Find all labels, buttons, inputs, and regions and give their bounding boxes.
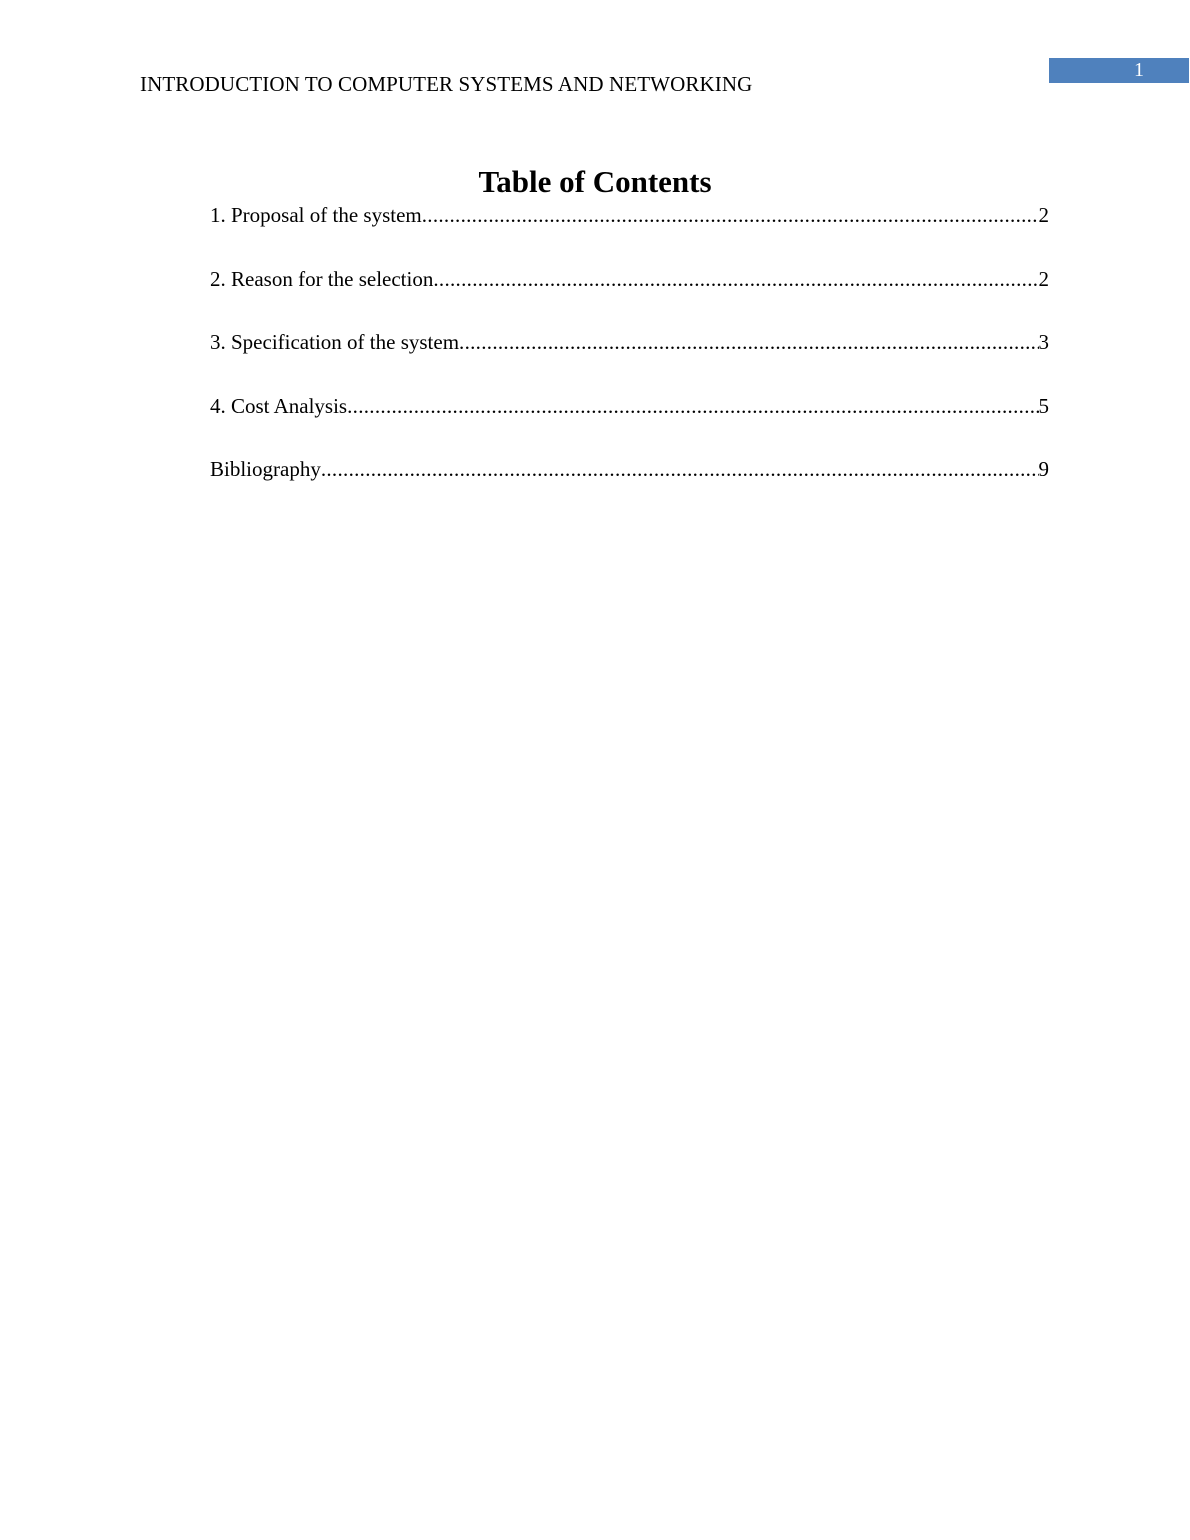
toc-leader-dots — [459, 327, 1038, 357]
page-number: 1 — [1134, 59, 1144, 81]
toc-entry-proposal[interactable] — [210, 200, 1049, 264]
toc-entry-label: 4. Cost Analysis — [210, 393, 348, 418]
toc-list — [210, 200, 1049, 518]
page-number-badge — [1049, 58, 1189, 83]
toc-leader-dots — [433, 264, 1038, 294]
toc-entry-reason[interactable] — [210, 264, 1049, 328]
toc-entry-label: 1. Proposal of the system — [210, 203, 422, 227]
toc-entry-cost-analysis[interactable] — [210, 391, 1049, 455]
toc-title: Table of Contents — [478, 164, 712, 199]
running-header: INTRODUCTION TO COMPUTER SYSTEMS AND NETWORKING — [140, 72, 753, 96]
toc-entry-bibliography[interactable] — [210, 454, 1049, 518]
toc-entry-specification[interactable] — [210, 327, 1049, 391]
toc-entry-label: Bibliography — [210, 457, 321, 481]
toc-entry-page: 2 — [1038, 203, 1049, 227]
toc-entry-page: 9 — [1038, 457, 1049, 481]
toc-entry-page: 5 — [1038, 393, 1049, 418]
toc-entry-label: 3. Specification of the system — [210, 330, 460, 354]
toc-entry-page: 3 — [1038, 330, 1049, 354]
toc-leader-dots — [321, 454, 1039, 484]
toc-leader-dots — [347, 391, 1038, 421]
toc-entry-label: 2. Reason for the selection — [210, 266, 434, 291]
toc-entry-page: 2 — [1038, 266, 1049, 291]
toc-leader-dots — [422, 200, 1039, 230]
